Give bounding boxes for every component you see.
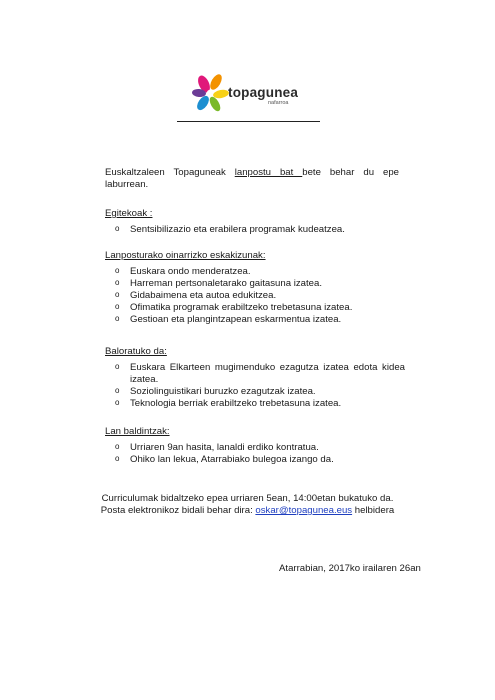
email-link[interactable]: oskar@topagunea.eus: [255, 505, 353, 516]
list-item: o Harreman pertsonaletarako gaitasuna izatea.: [115, 277, 322, 289]
bullet-icon: o: [115, 442, 120, 451]
logo-wordmark: topagunea: [228, 85, 299, 100]
list-item: o Euskara Elkarteen mugimenduko ezagutza izatea edota kidea izatea.: [115, 362, 405, 385]
list-baloratuko: [115, 362, 405, 410]
bullet-icon: o: [115, 224, 120, 233]
intro-paragraph: [105, 167, 399, 191]
intro-text-1: Euskaltzaleen Topaguneak: [105, 167, 235, 178]
list-item: o Ofimatika programak erabiltzeko trebetasuna izatea.: [115, 301, 353, 313]
section-heading-egitekoak: Egitekoak :: [105, 208, 153, 219]
bullet-icon: o: [115, 289, 120, 299]
list-item: o Gidabaimena eta autoa edukitzea.: [115, 289, 277, 301]
bullet-icon: o: [115, 301, 120, 311]
list-item: o Euskara ondo menderatzea.: [115, 266, 251, 277]
deadline-text: Curriculumak bidaltzeko epea urriaren 5ean, 14:00etan bukatuko da.: [101, 493, 394, 504]
email-prefix: Posta elektronikoz bidali behar dira:: [100, 505, 256, 516]
list-baldintzak: [115, 442, 405, 466]
list-item: o Teknologia berriak erabiltzeko trebetasuna izatea.: [115, 397, 342, 409]
date-place: Atarrabian, 2017ko irailaren 26an: [279, 563, 421, 574]
bullet-icon: o: [115, 397, 120, 407]
header-divider: [177, 121, 320, 122]
logo-subtitle: nafarroa: [268, 100, 289, 106]
list-item: o Ohiko lan lekua, Atarrabiako bulegoa izango da.: [115, 453, 334, 465]
topagunea-logo: [190, 72, 320, 114]
list-item: o Urriaren 9an hasita, lanaldi erdiko kontratua.: [115, 442, 319, 453]
list-item: o Sentsibilizazio eta erabilera programak kudeatzea.: [115, 224, 345, 235]
bullet-icon: o: [115, 313, 120, 323]
intro-underlined: lanpostu bat: [234, 167, 303, 178]
list-egitekoak: [115, 224, 405, 236]
bullet-icon: o: [115, 266, 120, 275]
section-heading-baldintzak: Lan baldintzak:: [105, 426, 170, 437]
section-heading-eskakizunak: Lanposturako oinarrizko eskakizunak:: [105, 250, 266, 261]
section-heading-baloratuko: Baloratuko da:: [105, 346, 167, 357]
bullet-icon: o: [115, 385, 120, 395]
intro-text-2: bete behar du epe laburrean.: [105, 167, 399, 190]
bullet-icon: o: [115, 453, 120, 463]
list-item: o Gestioan eta plangintzapean eskarmentua izatea.: [115, 313, 342, 325]
list-eskakizunak: [115, 266, 405, 326]
bullet-icon: o: [115, 362, 120, 371]
bullet-icon: o: [115, 277, 120, 287]
email-line: [0, 505, 495, 517]
email-suffix: helbidera: [352, 505, 395, 516]
list-item: o Soziolinguistikari buruzko ezagutzak izatea.: [115, 385, 316, 397]
